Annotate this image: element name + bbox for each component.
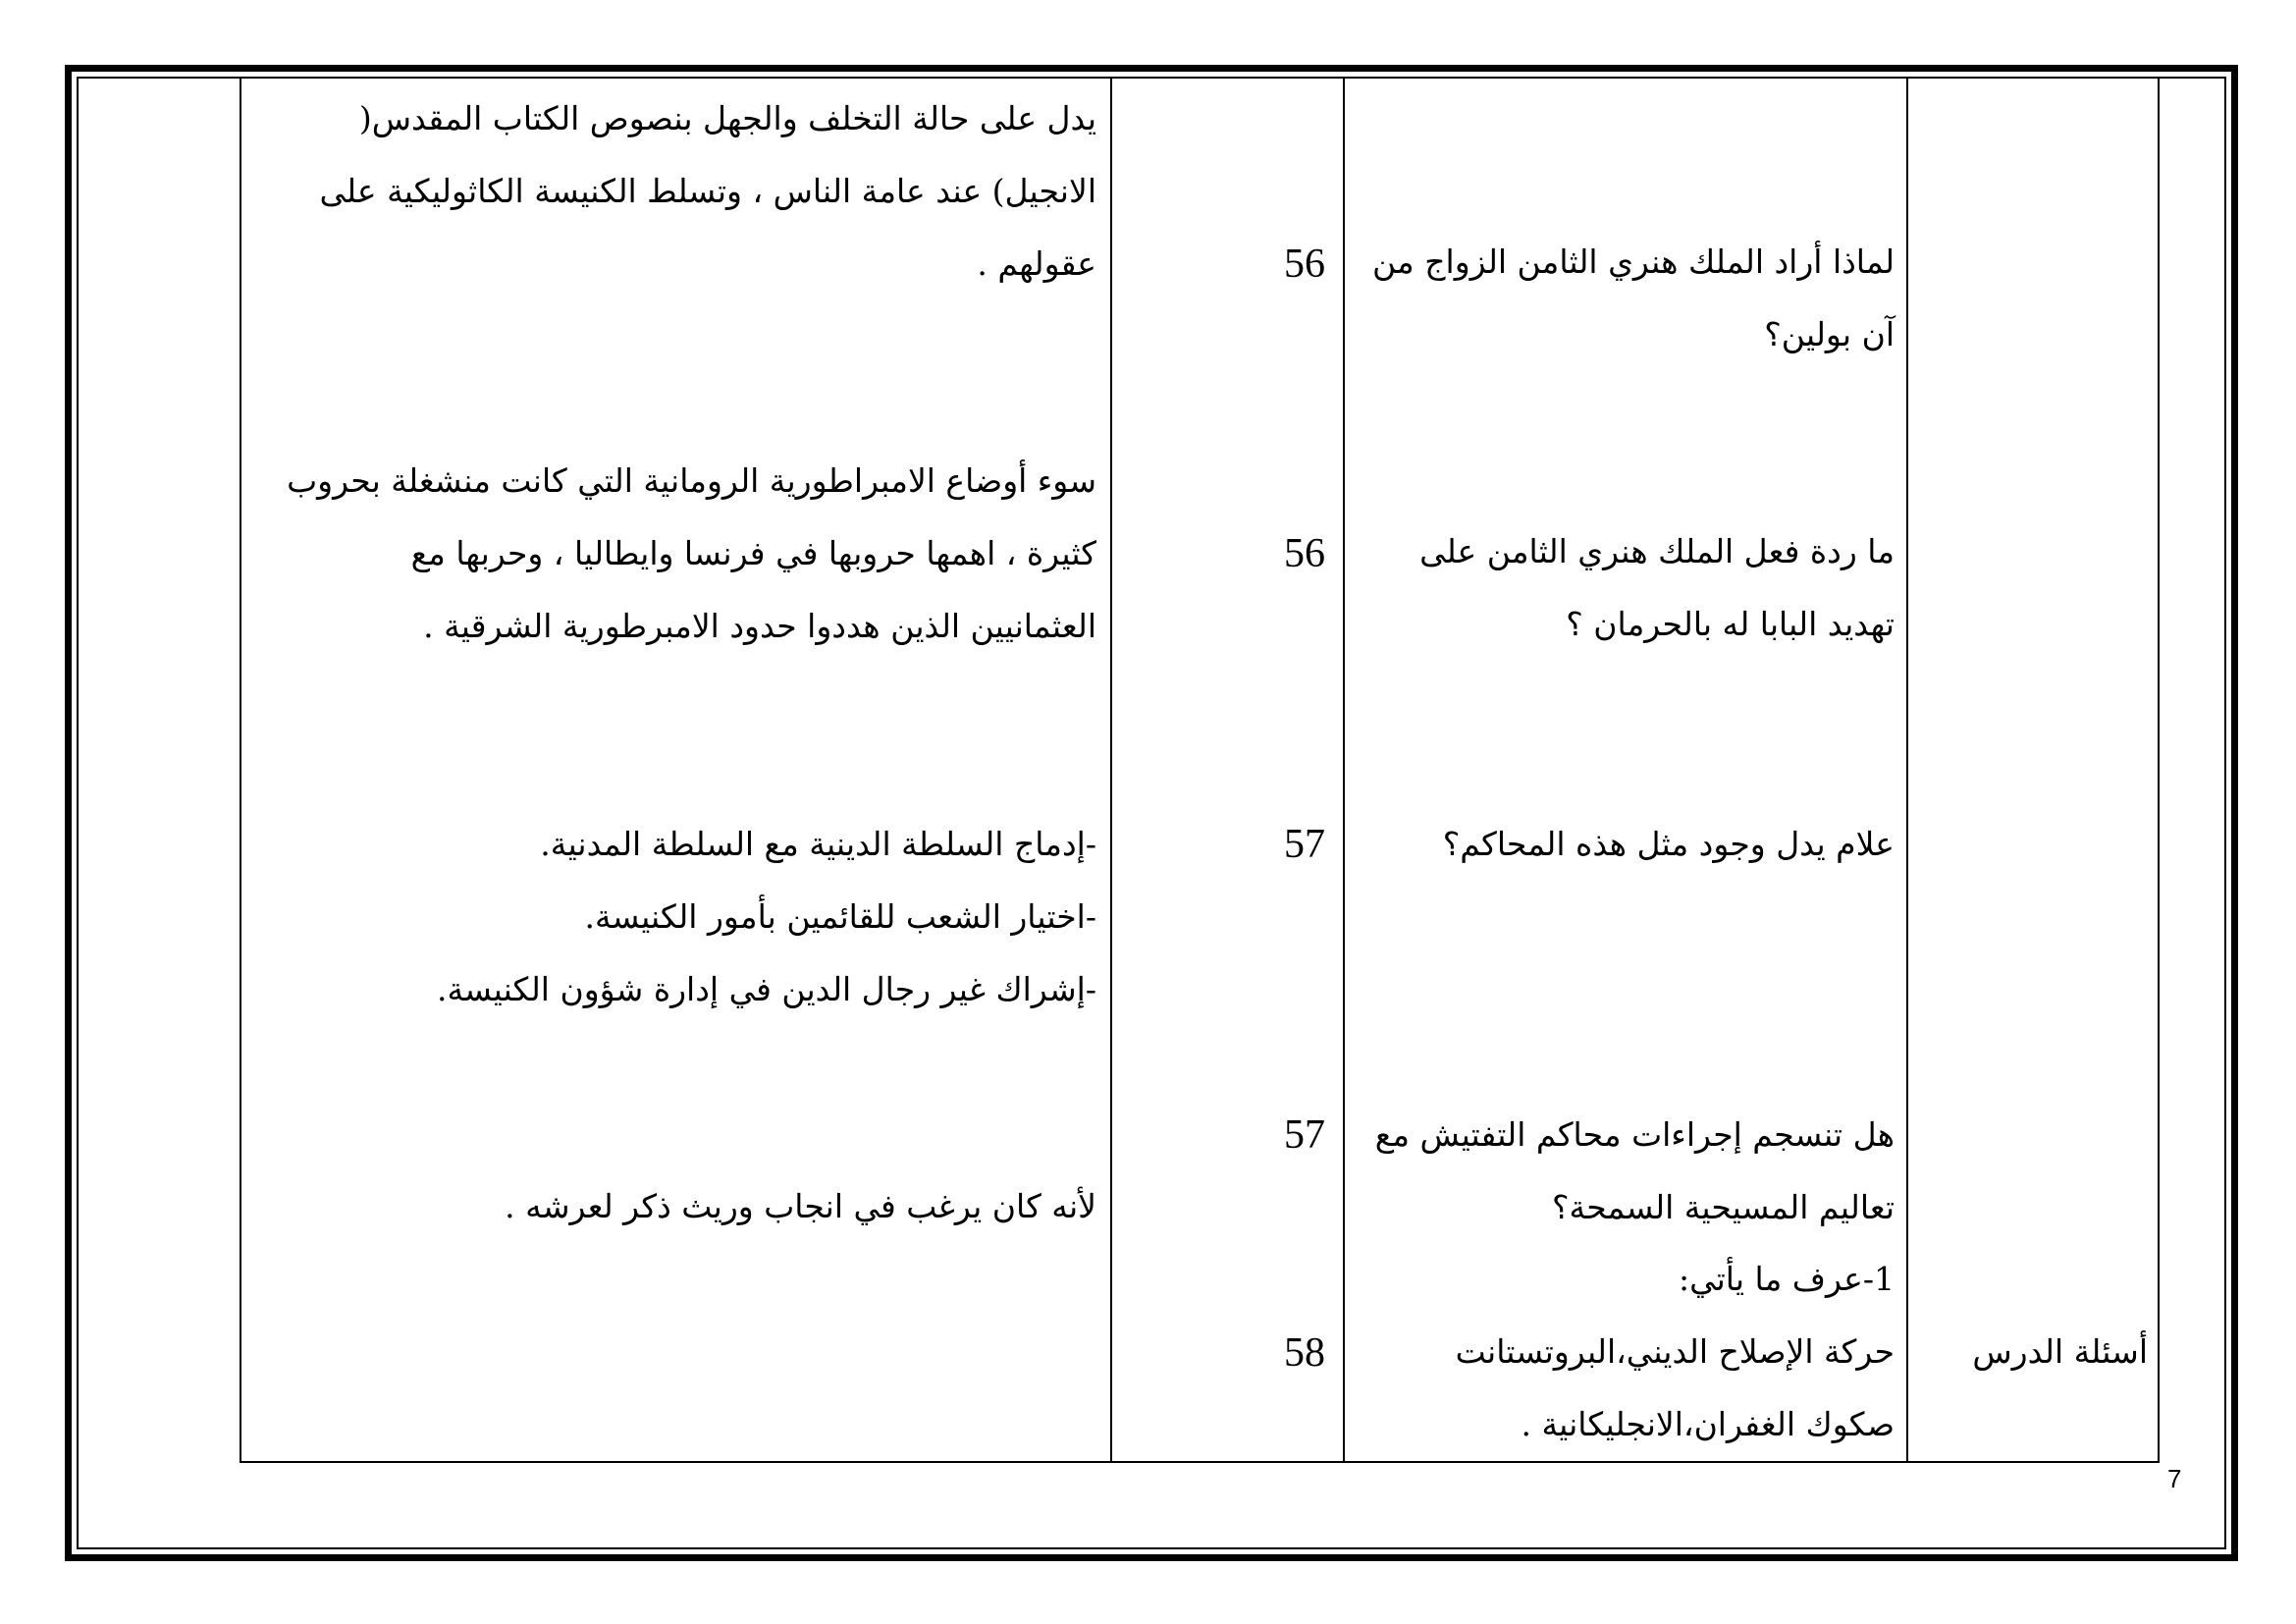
column-divider-answer [1110, 77, 1112, 1463]
answer-line: كثيرة ، اهمها حروبها في فرنسا وايطاليا ، وحربها مع [410, 534, 1096, 572]
answer-line: لأنه كان يرغب في انجاب وريث ذكر لعرشه . [505, 1187, 1096, 1225]
table-left-border [240, 77, 241, 1463]
table-cell-question [1372, 243, 1895, 388]
table-cell-page: 58 [1284, 1330, 1325, 1376]
question-line: لماذا أراد الملك هنري الثامن الزواج من [1371, 243, 1895, 281]
table-right-border [2158, 77, 2160, 1463]
table-cell-answer [287, 461, 1096, 679]
question-line: صكوك الغفران،الانجليكانية . [1521, 1405, 1895, 1443]
answer-line: الانجيل) عند عامة الناس ، وتسلط الكنيسة الكاثوليكية على [319, 172, 1096, 210]
answer-line: -إشراك غير رجال الدين في إدارة شؤون الكنيسة. [436, 970, 1096, 1008]
table-cell-question [1419, 532, 1895, 677]
table-top-border [240, 77, 2160, 79]
question-line: آن بولين؟ [1764, 315, 1895, 353]
question-line: هل تنسجم إجراءات محاكم التفتيش مع [1374, 1115, 1895, 1154]
table-cell-question [1375, 1115, 1895, 1261]
page-number: 7 [2167, 1464, 2182, 1493]
question-line: ما ردة فعل الملك هنري الثامن على [1419, 532, 1895, 570]
answer-line: سوء أوضاع الامبراطورية الرومانية التي كانت منشغلة بحروب [287, 461, 1096, 500]
answer-line: العثمانيين الذين هددوا حدود الامبرطورية الشرقية . [423, 607, 1096, 645]
answer-line: -إدماج السلطة الدينية مع السلطة المدنية. [540, 825, 1096, 863]
table-cell-page: 56 [1284, 531, 1325, 576]
column-divider-question [1906, 77, 1908, 1463]
answer-line: -اختيار الشعب للقائمين بأمور الكنيسة. [584, 897, 1096, 936]
question-line: تعاليم المسيحية السمحة؟ [1551, 1188, 1895, 1226]
table-cell-page: 57 [1284, 1112, 1325, 1158]
column-divider-page [1343, 77, 1345, 1463]
question-line: تهديد البابا له بالحرمان ؟ [1566, 605, 1895, 643]
question-line: حركة الإصلاح الديني،البروتستانت [1455, 1332, 1895, 1371]
answer-line: يدل على حالة التخلف والجهل بنصوص الكتاب المقدس( [358, 99, 1096, 137]
table-cell-answer [319, 99, 1096, 317]
question-line: علام يدل وجود مثل هذه المحاكم؟ [1442, 825, 1895, 863]
section-label: أسئلة الدرس [1972, 1332, 2148, 1371]
answer-line: عقولهم . [977, 244, 1096, 283]
question-line: 1-عرف ما يأتي: [1678, 1260, 1895, 1298]
table-cell-answer [437, 825, 1096, 1043]
table-cell-page: 57 [1284, 822, 1325, 867]
table-cell-answer [505, 1187, 1096, 1260]
table-cell-question [1443, 825, 1895, 897]
table-cell-question [1456, 1260, 1895, 1478]
table-cell-page: 56 [1284, 242, 1325, 287]
